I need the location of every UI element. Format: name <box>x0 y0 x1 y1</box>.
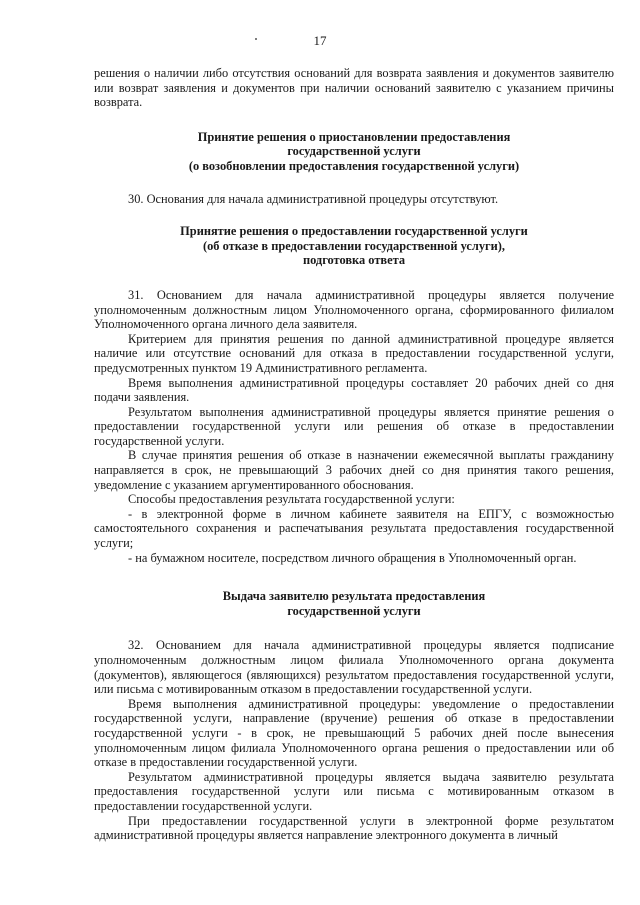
spacer <box>94 618 614 638</box>
paragraph-result: Результатом выполнения административной процедуры является принятие решения о предоставлении государственной услуги или решения об отказе в предоставлении государственной услуги. <box>94 404 614 448</box>
heading-line: подготовка ответа <box>302 253 406 268</box>
spacer <box>94 174 614 192</box>
paragraph-30: 30. Основания для начала административной процедуры отсутствуют. <box>128 191 499 206</box>
heading-issue <box>94 589 614 618</box>
heading-decision <box>94 224 614 268</box>
paragraph-issue-electronic: При предоставлении государственной услуги в электронной форме результатом административной процедуры является направление электронного документа в личный <box>94 813 614 843</box>
heading-line: (о возобновлении предоставления государственной услуги) <box>188 158 520 173</box>
intro-paragraph: решения о наличии либо отсутствия оснований для возврата заявления и документов заявителю или возврат заявления и документов при наличии оснований заявителю с указанием причины возврата. <box>94 66 614 110</box>
page-content <box>94 66 614 843</box>
paragraph-32: 32. Основанием для начала административной процедуры является подписание уполномоченным должностным лицом филиала Уполномоченного органа документа (документов), являющегося (являющихся) результатом предоставления государственной услуги, или письма с мотивированным отказом в предоставлении государственной услуги. <box>94 638 614 697</box>
heading-line: Принятие решения о предоставлении государственной услуги <box>180 224 528 239</box>
heading-line: (об отказе в предоставлении государственной услуги), <box>202 238 506 253</box>
list-item-electronic: - в электронной форме в личном кабинете заявителя на ЕПГУ, с возможностью самостоятельного сохранения и распечатывания результата предоставления государственной услуги; <box>94 506 614 551</box>
list-item-paper: - на бумажном носителе, посредством личного обращения в Уполномоченный орган. <box>128 550 577 565</box>
heading-suspension <box>94 130 614 174</box>
paragraph-issue-result: Результатом административной процедуры является выдача заявителю результата предоставления государственной услуги или письма с мотивированным отказом в предоставлении государственной услуги. <box>94 769 614 813</box>
paragraph-refusal: В случае принятия решения об отказе в назначении ежемесячной выплаты гражданину направляется в срок, не превышающий 3 рабочих дней со дня принятия такого решения, уведомление с указанием аргументированного обоснования. <box>94 448 614 492</box>
heading-line: Принятие решения о приостановлении предоставления <box>197 129 511 144</box>
paragraph-duration: Время выполнения административной процедуры составляет 20 рабочих дней со дня подачи заявления. <box>94 375 614 405</box>
spacer <box>94 565 614 589</box>
paragraph-31: 31. Основанием для начала административной процедуры является получение уполномоченным должностным лицом Уполномоченного органа, сформированного филиалом Уполномоченного органа личного дела заявителя. <box>94 287 614 332</box>
heading-line: государственной услуги <box>287 144 421 159</box>
paragraph-criteria: Критерием для принятия решения по данной административной процедуре является наличие или отсутствие оснований для отказа в предоставлении государственной услуги, предусмотренных пунктом 19 Административного регламента. <box>94 331 614 375</box>
page-number: 17 <box>313 33 327 48</box>
paragraph-methods: Способы предоставления результата государственной услуги: <box>128 492 455 507</box>
heading-line: государственной услуги <box>287 603 421 618</box>
paragraph-issue-duration: Время выполнения административной процедуры: уведомление о предоставлении государственной услуги, направление (вручение) решения об отказе в предоставлении государственной услуги - в срок, не превышающий 5 рабочих дней после вынесения уполномоченным лицом филиала Уполномоченного органа решения о предоставлении или об отказе в предоставлении государственной услуги. <box>94 696 614 770</box>
spacer <box>94 206 614 224</box>
spacer <box>94 110 614 130</box>
spacer <box>94 268 614 288</box>
heading-line: Выдача заявителю результата предоставления <box>222 589 486 604</box>
